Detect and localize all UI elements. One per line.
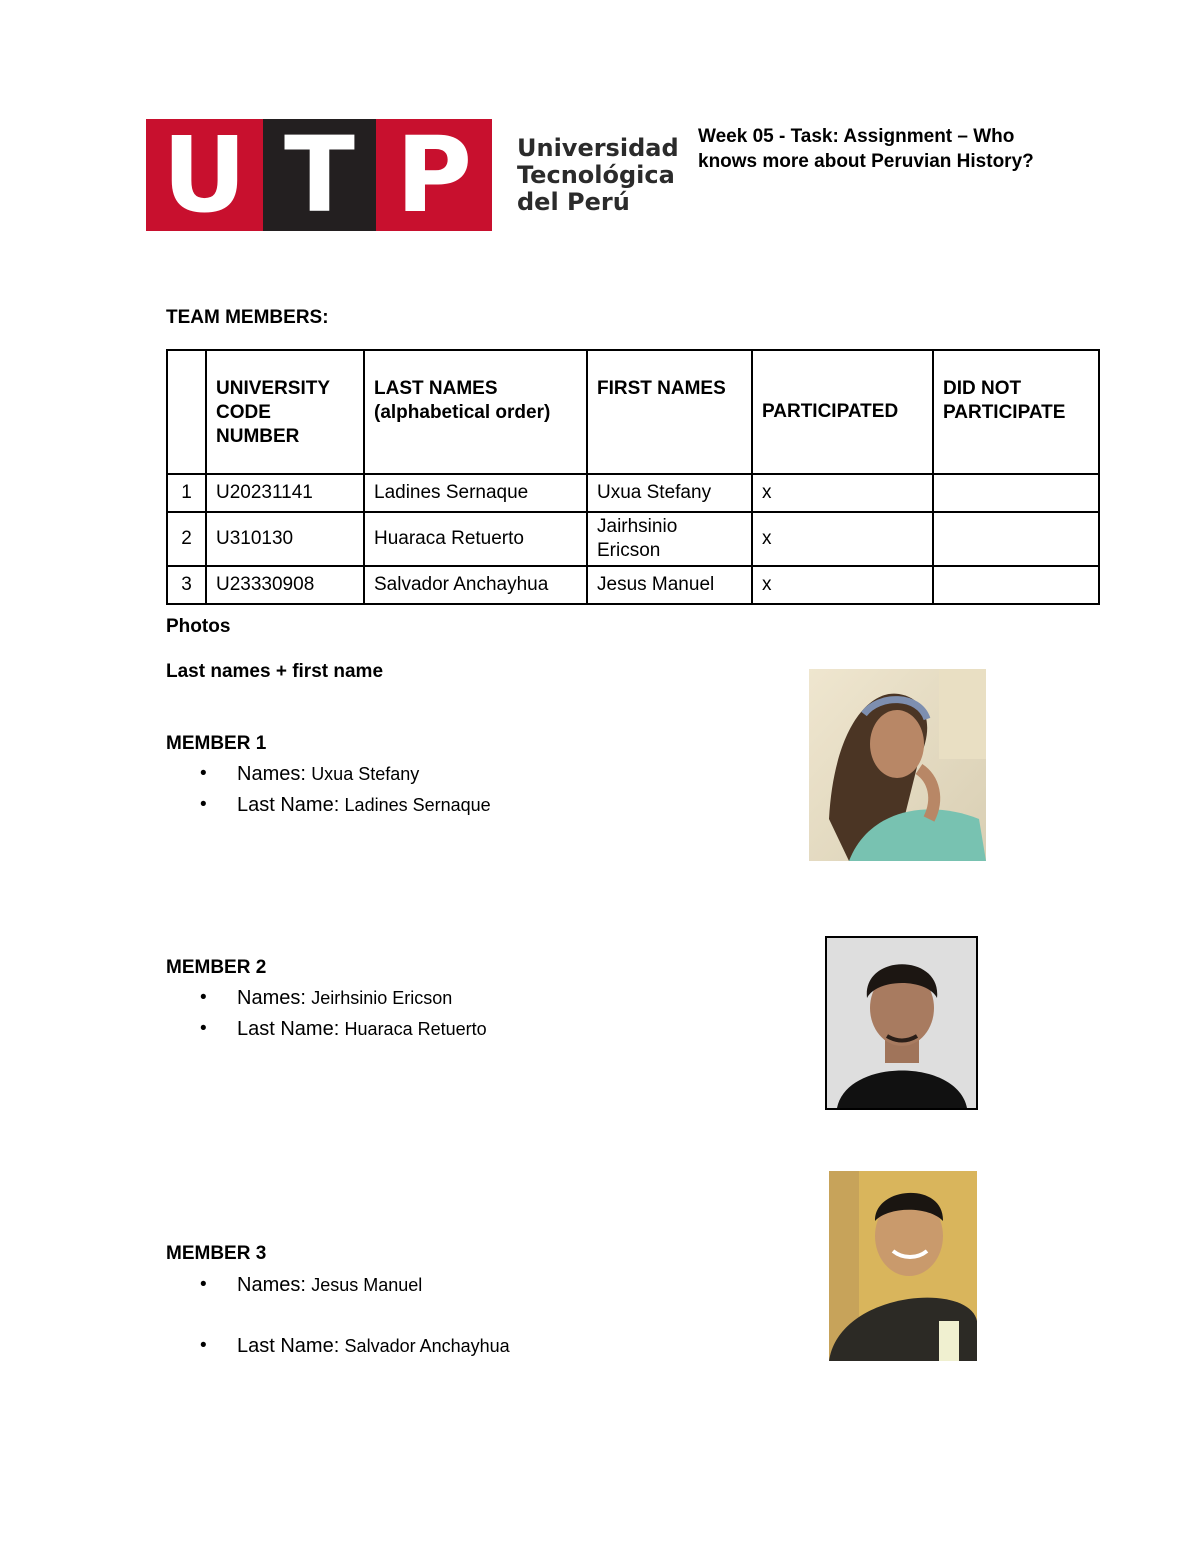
team-table	[166, 349, 1100, 605]
last-name-value: Ladines Sernaque	[344, 795, 491, 815]
first-names: Jesus Manuel	[587, 566, 752, 604]
table-row	[167, 566, 1099, 604]
table-row	[167, 512, 1099, 566]
header-participated: PARTICIPATED	[752, 350, 933, 474]
last-name-value: Salvador Anchayhua	[344, 1336, 510, 1356]
first-names: Uxua Stefany	[587, 474, 752, 512]
member-3-details	[166, 1270, 510, 1362]
names-value: Uxua Stefany	[311, 764, 420, 784]
list-item	[166, 1331, 510, 1362]
names-label: Names:	[237, 763, 306, 785]
participated-mark: x	[752, 566, 933, 604]
names-value: Jesus Manuel	[311, 1275, 423, 1295]
header-number	[167, 350, 206, 474]
member-3-photo-icon	[829, 1171, 977, 1361]
member-2-details	[166, 983, 487, 1045]
team-members-heading: TEAM MEMBERS:	[166, 307, 329, 328]
did-not-participate-mark	[933, 512, 1099, 566]
names-value: Jeirhsinio Ericson	[311, 988, 453, 1008]
photos-heading: Photos	[166, 616, 231, 637]
list-item	[166, 759, 491, 790]
header-university-code: UNIVERSITY CODE NUMBER	[206, 350, 364, 474]
member-2-photo-icon	[825, 936, 978, 1110]
member-1-title: MEMBER 1	[166, 733, 267, 754]
table-header-row	[167, 350, 1099, 474]
university-code: U23330908	[206, 566, 364, 604]
list-item	[166, 1014, 487, 1045]
last-name-value: Huaraca Retuerto	[344, 1019, 487, 1039]
participated-mark: x	[752, 512, 933, 566]
header-first-names: FIRST NAMES	[587, 350, 752, 474]
last-names: Salvador Anchayhua	[364, 566, 587, 604]
did-not-participate-mark	[933, 566, 1099, 604]
last-name-label: Last Name:	[237, 1335, 340, 1357]
member-2-title: MEMBER 2	[166, 957, 267, 978]
member-3-title: MEMBER 3	[166, 1243, 267, 1264]
university-name: Universidad Tecnológica del Perú	[517, 134, 679, 216]
did-not-participate-mark	[933, 474, 1099, 512]
row-number: 3	[167, 566, 206, 604]
last-names: Ladines Sernaque	[364, 474, 587, 512]
table-row	[167, 474, 1099, 512]
task-title: Week 05 - Task: Assignment – Who knows more about Peruvian History?	[698, 126, 1034, 172]
photos-subheading: Last names + first name	[166, 661, 384, 682]
list-item	[166, 1270, 510, 1301]
university-code: U20231141	[206, 474, 364, 512]
names-label: Names:	[237, 987, 306, 1009]
names-label: Names:	[237, 1274, 306, 1296]
last-name-label: Last Name:	[237, 794, 340, 816]
member-1-details	[166, 759, 491, 821]
last-name-label: Last Name:	[237, 1018, 340, 1040]
university-code: U310130	[206, 512, 364, 566]
list-item	[166, 983, 487, 1014]
row-number: 2	[167, 512, 206, 566]
header-last-names: LAST NAMES (alphabetical order)	[364, 350, 587, 474]
member-1-photo-icon	[809, 669, 986, 861]
logo-letter-p: P	[376, 119, 492, 231]
last-names: Huaraca Retuerto	[364, 512, 587, 566]
row-number: 1	[167, 474, 206, 512]
list-item	[166, 790, 491, 821]
participated-mark: x	[752, 474, 933, 512]
header-did-not-participate: DID NOT PARTICIPATE	[933, 350, 1099, 474]
logo-letter-u: U	[146, 119, 263, 231]
logo-letter-t: T	[263, 119, 376, 231]
first-names: Jairhsinio Ericson	[587, 512, 752, 566]
